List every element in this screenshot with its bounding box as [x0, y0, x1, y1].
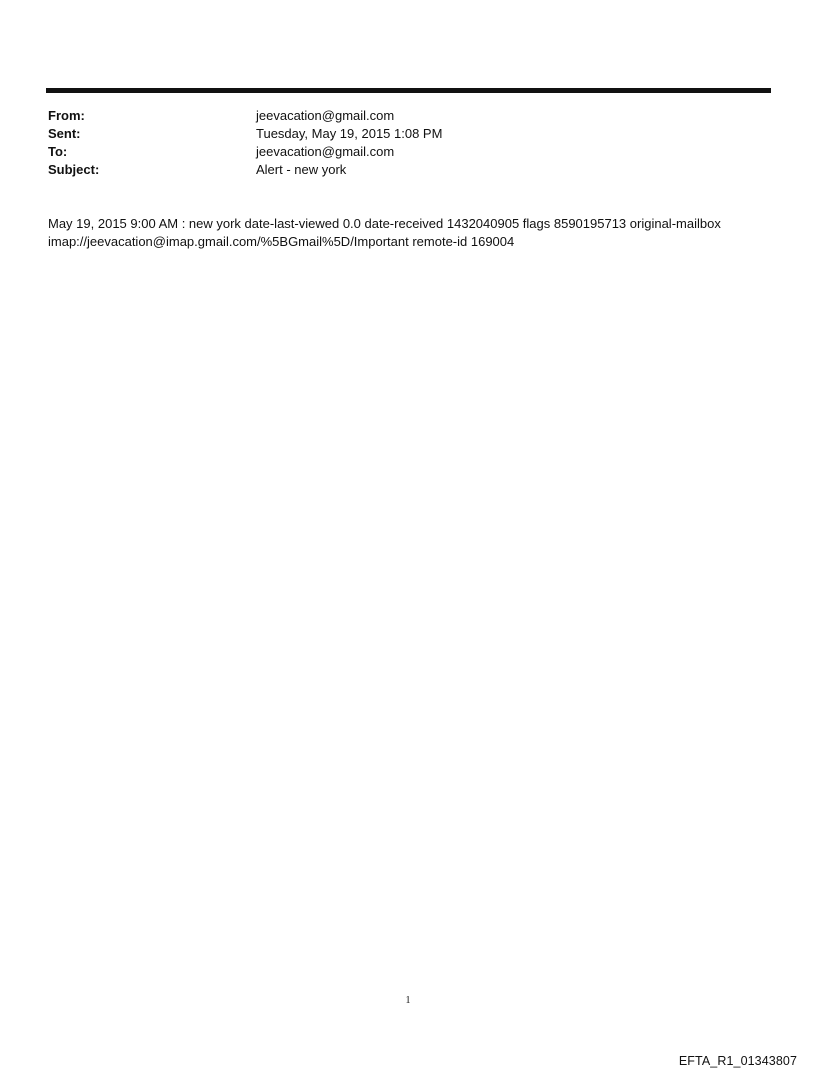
sent-value: Tuesday, May 19, 2015 1:08 PM	[256, 126, 443, 141]
to-row	[48, 143, 748, 161]
from-label: From:	[48, 108, 85, 123]
from-row	[48, 107, 748, 125]
to-value: jeevacation@gmail.com	[256, 144, 395, 159]
subject-row	[48, 161, 748, 179]
from-value: jeevacation@gmail.com	[256, 108, 395, 123]
email-header	[48, 107, 748, 179]
subject-value: Alert - new york	[256, 162, 347, 177]
sent-label: Sent:	[48, 126, 81, 141]
email-body-line-2: imap://jeevacation@imap.gmail.com/%5BGmail%5D/Important remote-id 169004	[48, 234, 515, 249]
email-body-line-1: May 19, 2015 9:00 AM : new york date-last-viewed 0.0 date-received 1432040905 flags 8590195713 original-mailbox	[48, 216, 721, 231]
document-id: EFTA_R1_01343807	[678, 1054, 797, 1068]
subject-label: Subject:	[48, 162, 100, 177]
sent-row	[48, 125, 748, 143]
header-divider-rule	[46, 88, 771, 93]
to-label: To:	[48, 144, 68, 159]
page-number: 1	[405, 995, 411, 1006]
email-body	[48, 215, 768, 251]
